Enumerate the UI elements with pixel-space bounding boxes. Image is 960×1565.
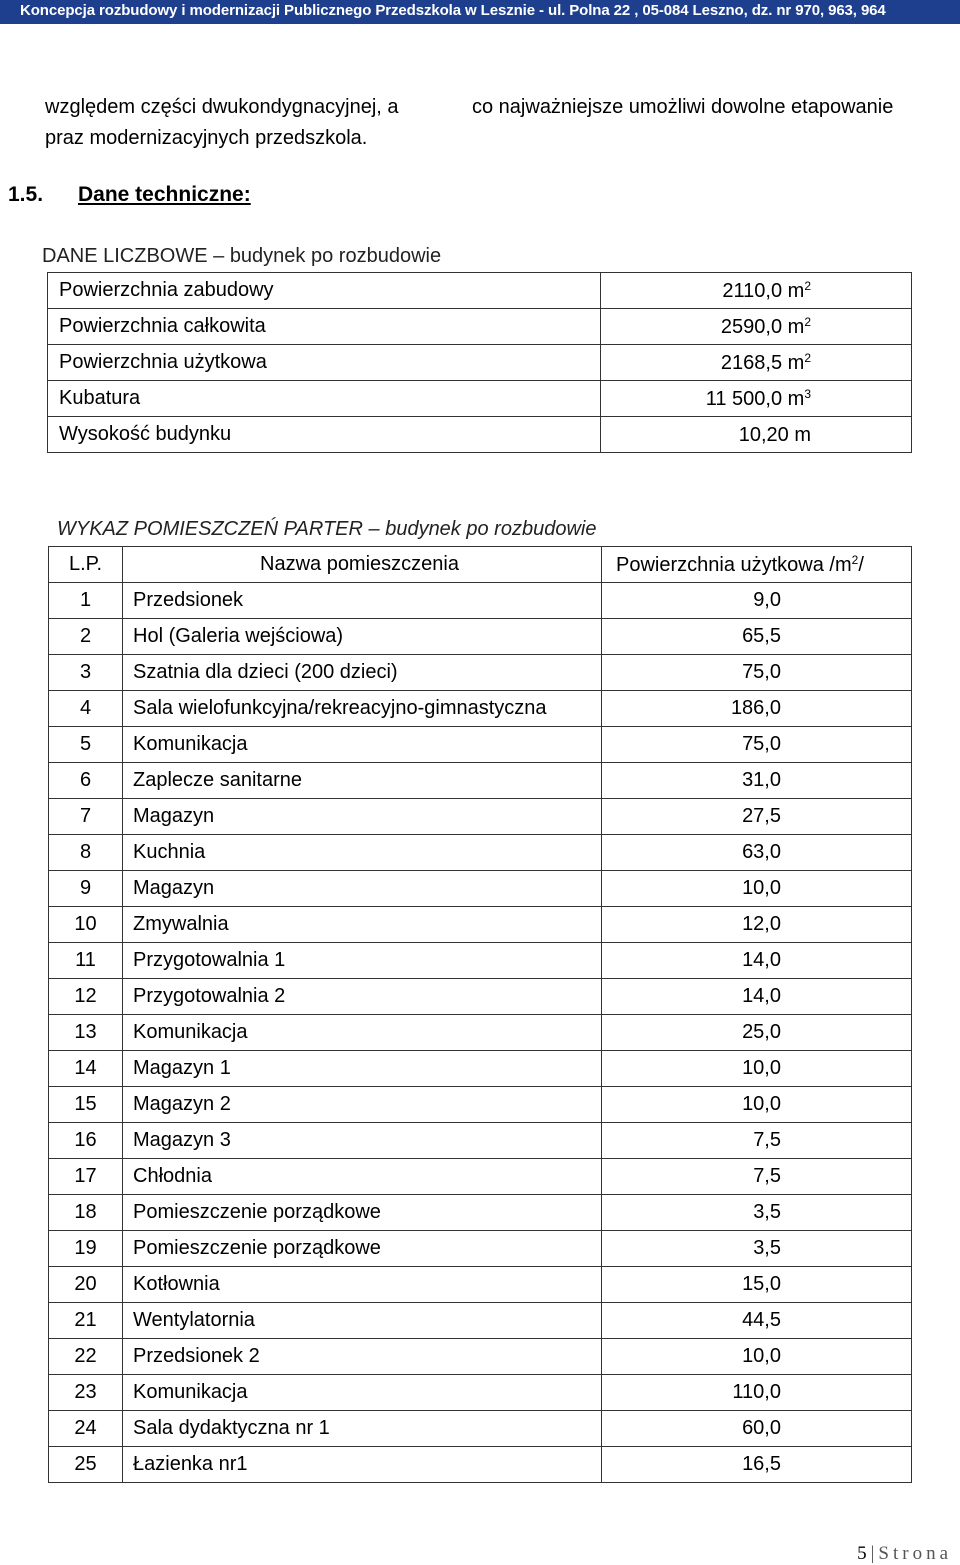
room-area: 7,5 bbox=[602, 1159, 912, 1195]
room-number: 5 bbox=[49, 727, 123, 763]
room-name: Magazyn 2 bbox=[123, 1087, 602, 1123]
table-row bbox=[49, 1159, 912, 1195]
room-area: 110,0 bbox=[602, 1375, 912, 1411]
room-area: 65,5 bbox=[602, 619, 912, 655]
row-label: Powierzchnia całkowita bbox=[48, 309, 601, 345]
room-number: 25 bbox=[49, 1447, 123, 1483]
room-area: 10,0 bbox=[602, 871, 912, 907]
room-number: 9 bbox=[49, 871, 123, 907]
table-row bbox=[49, 1195, 912, 1231]
row-value bbox=[601, 381, 912, 417]
room-number: 16 bbox=[49, 1123, 123, 1159]
column-header-name: Nazwa pomieszczenia bbox=[123, 547, 602, 583]
table-row bbox=[49, 763, 912, 799]
room-number: 13 bbox=[49, 1015, 123, 1051]
room-area: 7,5 bbox=[602, 1123, 912, 1159]
room-name: Komunikacja bbox=[123, 727, 602, 763]
room-area: 14,0 bbox=[602, 979, 912, 1015]
table-row bbox=[49, 1447, 912, 1483]
row-label: Wysokość budynku bbox=[48, 417, 601, 453]
table-row bbox=[49, 835, 912, 871]
room-name: Komunikacja bbox=[123, 1375, 602, 1411]
intro-text-line1-part2: co najważniejsze umożliwi dowolne etapowanie bbox=[472, 96, 894, 118]
area-header-text: Powierzchnia użytkowa /m bbox=[616, 553, 852, 576]
table-row bbox=[49, 943, 912, 979]
room-name: Hol (Galeria wejściowa) bbox=[123, 619, 602, 655]
technical-table-caption: DANE LICZBOWE – budynek po rozbudowie bbox=[42, 245, 442, 267]
table-row bbox=[49, 1123, 912, 1159]
room-name: Wentylatornia bbox=[123, 1303, 602, 1339]
row-value bbox=[601, 309, 912, 345]
table-row bbox=[49, 871, 912, 907]
area-header-suffix: / bbox=[858, 553, 864, 576]
room-number: 3 bbox=[49, 655, 123, 691]
room-name: Kuchnia bbox=[123, 835, 602, 871]
value-text: 10,20 m bbox=[738, 423, 811, 446]
section-title: Dane techniczne: bbox=[78, 183, 251, 206]
room-area: 63,0 bbox=[602, 835, 912, 871]
value-exponent: 2 bbox=[804, 350, 811, 365]
technical-data-table bbox=[47, 272, 912, 453]
table-row bbox=[48, 273, 912, 309]
room-name: Przedsionek bbox=[123, 583, 602, 619]
room-number: 2 bbox=[49, 619, 123, 655]
table-row bbox=[49, 1375, 912, 1411]
value-exponent: 3 bbox=[804, 386, 811, 401]
room-number: 10 bbox=[49, 907, 123, 943]
table-row bbox=[48, 417, 912, 453]
row-value bbox=[601, 417, 912, 453]
room-name: Przedsionek 2 bbox=[123, 1339, 602, 1375]
value-exponent: 2 bbox=[804, 278, 811, 293]
room-number: 8 bbox=[49, 835, 123, 871]
table-header-row bbox=[49, 547, 912, 583]
table-row bbox=[49, 1303, 912, 1339]
footer-separator: | bbox=[870, 1543, 875, 1564]
section-heading bbox=[8, 183, 251, 207]
table-row bbox=[49, 655, 912, 691]
room-name: Przygotowalnia 2 bbox=[123, 979, 602, 1015]
room-area: 3,5 bbox=[602, 1231, 912, 1267]
room-number: 17 bbox=[49, 1159, 123, 1195]
room-name: Łazienka nr1 bbox=[123, 1447, 602, 1483]
table-row bbox=[48, 345, 912, 381]
table-row bbox=[49, 1015, 912, 1051]
row-value bbox=[601, 273, 912, 309]
table-row bbox=[49, 1339, 912, 1375]
table-row bbox=[49, 979, 912, 1015]
value-text: 2168,5 m bbox=[720, 351, 805, 374]
table-row bbox=[49, 619, 912, 655]
room-name: Sala wielofunkcyjna/rekreacyjno-gimnastyczna bbox=[123, 691, 602, 727]
room-name: Chłodnia bbox=[123, 1159, 602, 1195]
footer-label: Strona bbox=[878, 1543, 952, 1564]
room-number: 19 bbox=[49, 1231, 123, 1267]
room-name: Magazyn 3 bbox=[123, 1123, 602, 1159]
page-footer bbox=[857, 1543, 952, 1565]
room-number: 22 bbox=[49, 1339, 123, 1375]
room-area: 31,0 bbox=[602, 763, 912, 799]
room-area: 10,0 bbox=[602, 1087, 912, 1123]
room-name: Przygotowalnia 1 bbox=[123, 943, 602, 979]
room-name: Kotłownia bbox=[123, 1267, 602, 1303]
room-name: Komunikacja bbox=[123, 1015, 602, 1051]
room-name: Pomieszczenie porządkowe bbox=[123, 1195, 602, 1231]
intro-text-line1-part1: względem części dwukondygnacyjnej, a bbox=[45, 96, 399, 118]
page-header-bar bbox=[0, 0, 960, 24]
room-name: Sala dydaktyczna nr 1 bbox=[123, 1411, 602, 1447]
room-number: 14 bbox=[49, 1051, 123, 1087]
room-number: 20 bbox=[49, 1267, 123, 1303]
room-number: 18 bbox=[49, 1195, 123, 1231]
room-name: Szatnia dla dzieci (200 dzieci) bbox=[123, 655, 602, 691]
room-number: 4 bbox=[49, 691, 123, 727]
room-area: 75,0 bbox=[602, 727, 912, 763]
table-row bbox=[49, 907, 912, 943]
room-number: 12 bbox=[49, 979, 123, 1015]
room-area: 3,5 bbox=[602, 1195, 912, 1231]
room-area: 60,0 bbox=[602, 1411, 912, 1447]
table-row bbox=[49, 799, 912, 835]
table-row bbox=[49, 1051, 912, 1087]
room-area: 10,0 bbox=[602, 1339, 912, 1375]
room-name: Zmywalnia bbox=[123, 907, 602, 943]
table-row bbox=[49, 1411, 912, 1447]
room-area: 12,0 bbox=[602, 907, 912, 943]
value-text: 2110,0 m bbox=[722, 279, 805, 302]
room-number: 7 bbox=[49, 799, 123, 835]
value-exponent: 2 bbox=[804, 314, 811, 329]
area-header-exponent: 2 bbox=[851, 552, 859, 567]
room-name: Magazyn bbox=[123, 799, 602, 835]
rooms-table-caption: WYKAZ POMIESZCZEŃ PARTER – budynek po rozbudowie bbox=[57, 518, 597, 540]
value-text: 11 500,0 m bbox=[705, 387, 805, 410]
table-row bbox=[49, 1267, 912, 1303]
room-area: 10,0 bbox=[602, 1051, 912, 1087]
room-name: Pomieszczenie porządkowe bbox=[123, 1231, 602, 1267]
room-number: 1 bbox=[49, 583, 123, 619]
room-area: 16,5 bbox=[602, 1447, 912, 1483]
room-area: 14,0 bbox=[602, 943, 912, 979]
room-number: 15 bbox=[49, 1087, 123, 1123]
row-label: Powierzchnia użytkowa bbox=[48, 345, 601, 381]
room-area: 44,5 bbox=[602, 1303, 912, 1339]
table-row bbox=[49, 583, 912, 619]
room-number: 24 bbox=[49, 1411, 123, 1447]
room-area: 25,0 bbox=[602, 1015, 912, 1051]
table-row bbox=[49, 691, 912, 727]
room-name: Zaplecze sanitarne bbox=[123, 763, 602, 799]
room-number: 6 bbox=[49, 763, 123, 799]
room-name: Magazyn 1 bbox=[123, 1051, 602, 1087]
intro-text-line2: praz modernizacyjnych przedszkola. bbox=[45, 127, 368, 149]
table-row bbox=[49, 727, 912, 763]
rooms-table bbox=[48, 546, 912, 1483]
table-row bbox=[48, 309, 912, 345]
header-title: Koncepcja rozbudowy i modernizacji Publicznego Przedszkola w Lesznie - ul. Polna 22 , 05-084 Leszno, dz. nr 970, 963, 964 bbox=[20, 2, 886, 19]
page-number: 5 bbox=[857, 1543, 867, 1564]
room-number: 23 bbox=[49, 1375, 123, 1411]
section-number: 1.5. bbox=[8, 183, 44, 206]
room-area: 27,5 bbox=[602, 799, 912, 835]
room-number: 11 bbox=[49, 943, 123, 979]
row-label: Powierzchnia zabudowy bbox=[48, 273, 601, 309]
room-area: 75,0 bbox=[602, 655, 912, 691]
table-row bbox=[48, 381, 912, 417]
room-area: 15,0 bbox=[602, 1267, 912, 1303]
column-header-lp: L.P. bbox=[49, 547, 123, 583]
room-name: Magazyn bbox=[123, 871, 602, 907]
table-row bbox=[49, 1087, 912, 1123]
room-area: 186,0 bbox=[602, 691, 912, 727]
row-value bbox=[601, 345, 912, 381]
row-label: Kubatura bbox=[48, 381, 601, 417]
column-header-area bbox=[602, 547, 912, 583]
table-row bbox=[49, 1231, 912, 1267]
room-number: 21 bbox=[49, 1303, 123, 1339]
room-area: 9,0 bbox=[602, 583, 912, 619]
value-text: 2590,0 m bbox=[720, 315, 805, 338]
